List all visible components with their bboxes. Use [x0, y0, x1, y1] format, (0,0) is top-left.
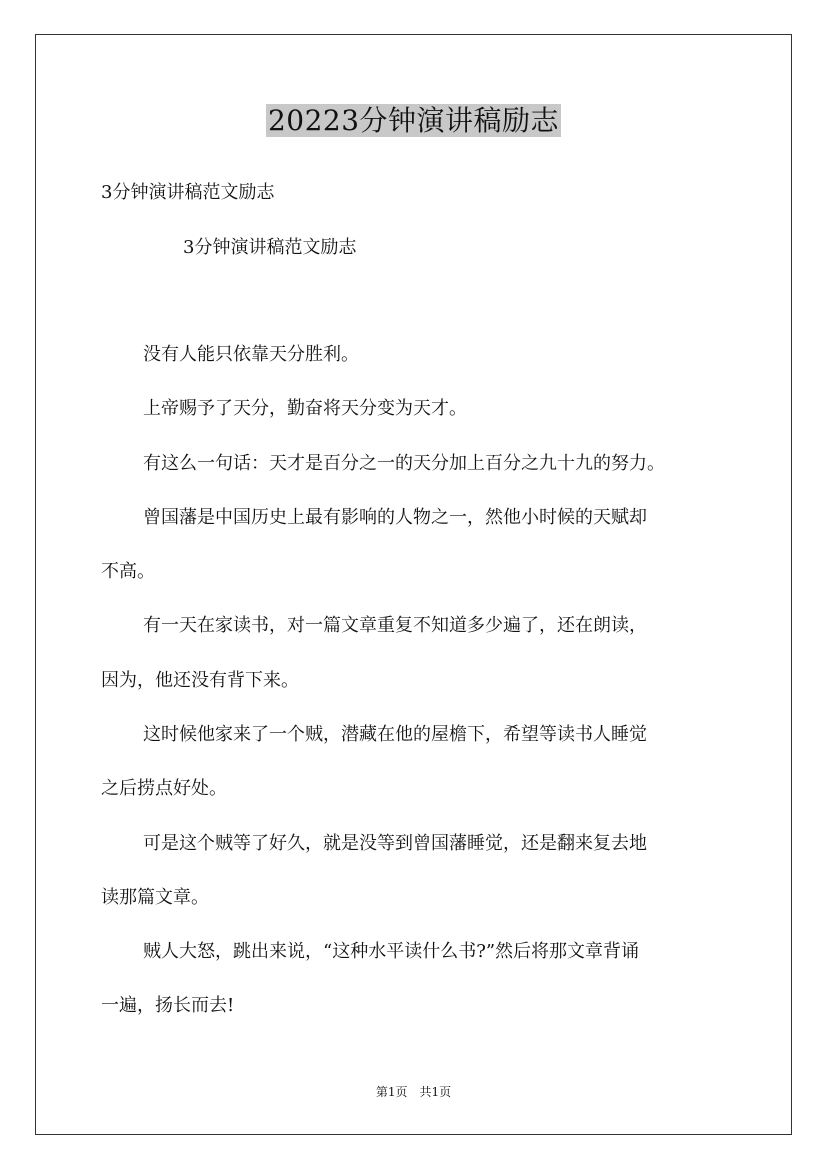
paragraph-line: 读那篇文章。: [101, 887, 209, 908]
paragraph-line: 一遍，扬长而去!: [101, 995, 235, 1016]
paragraph-line: 贼人大怒，跳出来说，“这种水平读什么书?”然后将那文章背诵: [143, 941, 640, 962]
paragraph-line: 可是这个贼等了好久，就是没等到曾国藩睡觉，还是翻来复去地: [143, 833, 647, 854]
paragraph-line: 曾国藩是中国历史上最有影响的人物之一，然他小时候的天赋却: [143, 507, 647, 528]
subtitle-indented: 3分钟演讲稿范文励志: [183, 237, 357, 258]
paragraph-line: 有一天在家读书，对一篇文章重复不知道多少遍了，还在朗读，: [143, 615, 647, 636]
paragraph-line: 因为，他还没有背下来。: [101, 670, 299, 691]
paragraph-line: 有这么一句话：天才是百分之一的天分加上百分之九十九的努力。: [143, 453, 665, 474]
paragraph-line: 之后捞点好处。: [101, 778, 227, 799]
document-title-text: 20223分钟演讲稿励志: [267, 104, 560, 137]
page-footer: 第1页 共1页: [375, 1085, 452, 1099]
paragraph-line: 上帝赐予了天分，勤奋将天分变为天才。: [143, 398, 467, 419]
subtitle: 3分钟演讲稿范文励志: [101, 182, 275, 203]
paragraph-line: 不高。: [101, 561, 155, 582]
document-title: [0, 101, 827, 141]
paragraph-line: 没有人能只依靠天分胜利。: [143, 344, 359, 365]
paragraph-line: 这时候他家来了一个贼，潜藏在他的屋檐下，希望等读书人睡觉: [143, 724, 647, 745]
